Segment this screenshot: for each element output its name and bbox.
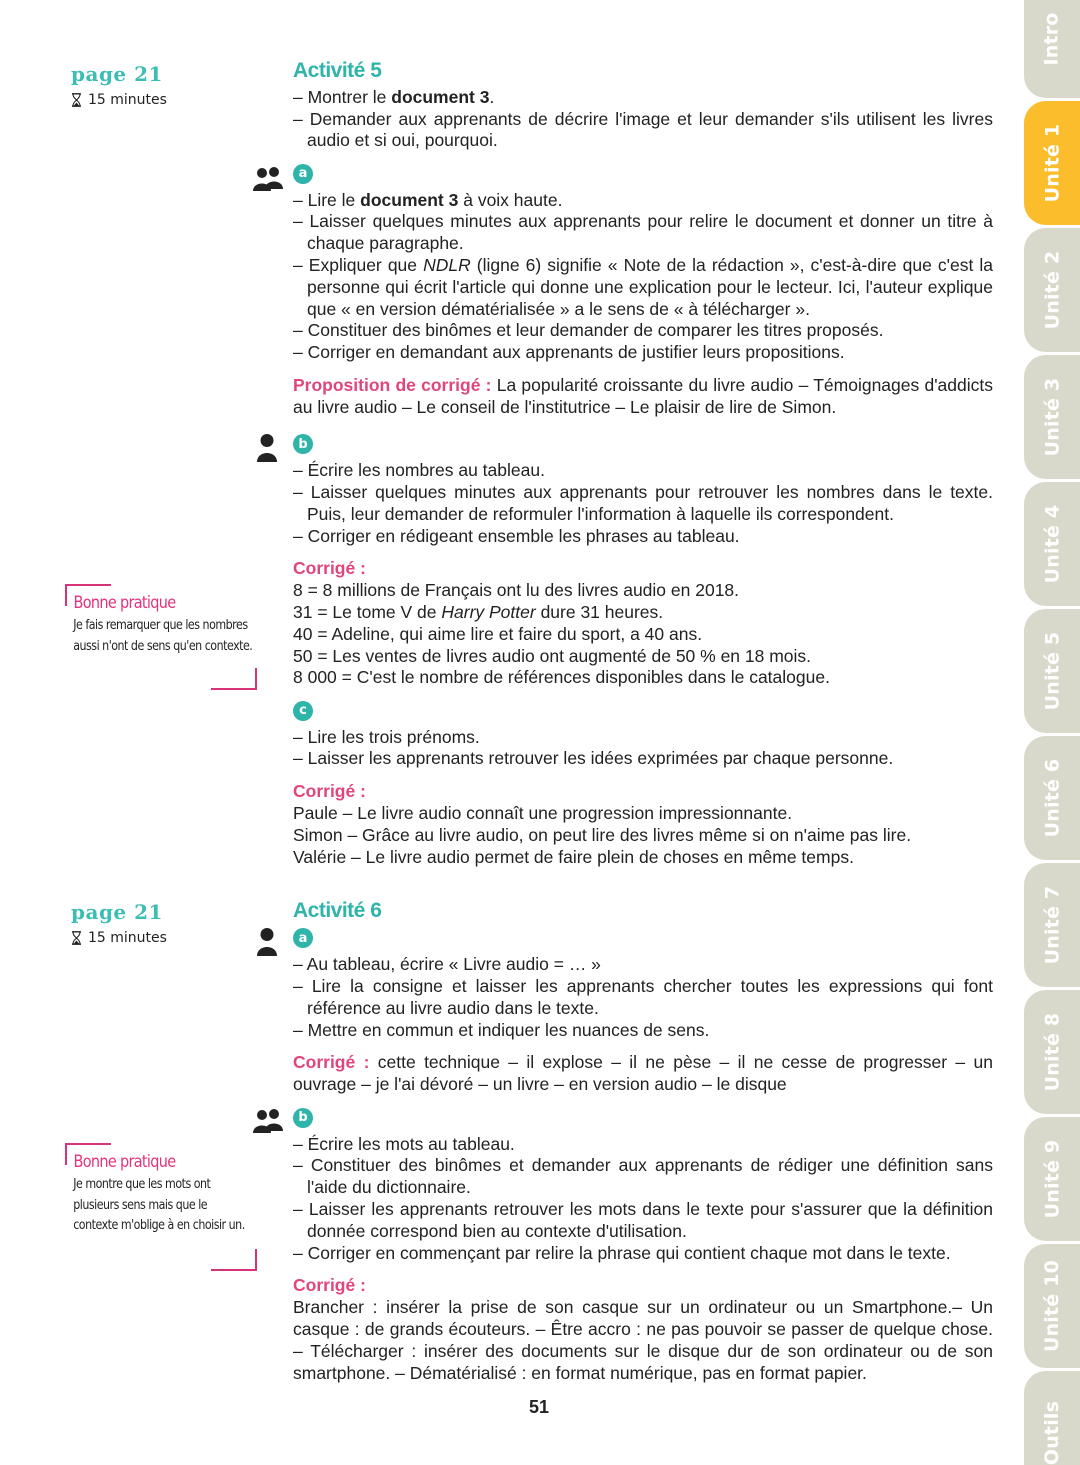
part-a-badge: a	[293, 928, 313, 948]
page-ref-label: page 21	[71, 62, 163, 86]
step: – Laisser quelques minutes aux apprenants pour retrouver les nombres dans le texte. Puis, leur demander de reformuler l'information à laquelle ils correspondent.	[293, 482, 993, 526]
duration	[71, 930, 167, 946]
duration-text: 15 minutes	[88, 930, 167, 946]
answer-list	[293, 803, 993, 868]
unit-tabs-sidebar	[1022, 0, 1080, 1465]
good-practice-note	[65, 1143, 260, 1271]
step: – Laisser quelques minutes aux apprenants pour relire le document et donner un titre à chaque paragraphe.	[293, 211, 993, 255]
step: – Expliquer que NDLR (ligne 6) signifie « Note de la rédaction », c'est-à-dire que c'est la personne qui écrit l'article qui donne une explication pour le lecteur. Ici, l'auteur explique que « en version dématérialisée » a le sens de « à télécharger ».	[293, 255, 993, 320]
answer-line: Simon – Grâce au livre audio, on peut lire des livres même si on n'aime pas lire.	[293, 824, 912, 845]
part-c-steps	[293, 727, 993, 771]
answer-line: 50 = Les ventes de livres audio ont augmenté de 50 % en 18 mois.	[293, 645, 812, 666]
tab-unite-2[interactable]	[1024, 228, 1080, 352]
tab-unite-4[interactable]	[1024, 482, 1080, 606]
tab-unite-8[interactable]	[1024, 990, 1080, 1114]
part-b	[293, 1105, 993, 1384]
tab-unite-5[interactable]	[1024, 609, 1080, 733]
person-icon	[256, 927, 278, 957]
tip-body: Je montre que les mots ont plusieurs sens mais que le contexte m'oblige à en choisir un.	[73, 1176, 245, 1233]
tab-unite-7[interactable]	[1024, 863, 1080, 987]
frame-corner-bottom-right	[211, 668, 257, 690]
answer-label: Corrigé :	[293, 1052, 370, 1073]
answer-text: Brancher : insérer la prise de son casque sur un ordinateur ou un Smartphone.– Un casque : de grands écouteurs. – Être accro : ne pas pouvoir se passer de quelque chose. – Télécharger : insérer des documents sur le disque dur de son ordinateur ou de son smartphone. – Dématérialisé : en format numérique, pas en format papier.	[293, 1297, 993, 1383]
part-a	[293, 161, 993, 418]
part-b-badge: b	[293, 1108, 313, 1128]
hourglass-icon	[71, 931, 82, 945]
page-reference-activite-5	[71, 62, 167, 108]
step: – Corriger en commençant par relire la phrase qui contient chaque mot dans le texte.	[293, 1243, 993, 1265]
tab-label: Unité 2	[1041, 250, 1064, 330]
page-number: 51	[529, 1397, 550, 1417]
tab-unite-3[interactable]	[1024, 355, 1080, 479]
duration	[71, 92, 167, 108]
tab-outils[interactable]	[1024, 1371, 1080, 1465]
answer-line: 8 000 = C'est le nombre de références disponibles dans le catalogue.	[293, 667, 830, 688]
tab-intro[interactable]	[1024, 0, 1080, 98]
part-a	[293, 926, 993, 1096]
step: – Constituer des binômes et demander aux apprenants de rédiger une définition sans l'aide du dictionnaire.	[293, 1155, 993, 1199]
tab-label: Unité 1	[1041, 123, 1064, 203]
step: – Écrire les nombres au tableau.	[293, 460, 993, 482]
step: – Lire la consigne et laisser les apprenants chercher toutes les expressions qui font référence au livre audio dans le texte.	[293, 976, 993, 1020]
group-icon	[252, 1108, 284, 1134]
step: – Lire le document 3 à voix haute.	[293, 190, 993, 212]
part-a-steps	[293, 954, 993, 1041]
answer-line: 31 = Le tome V de Harry Potter dure 31 heures.	[293, 601, 664, 622]
part-a-steps	[293, 190, 993, 364]
tab-label: Unité 3	[1041, 377, 1064, 457]
tab-label: Unité 4	[1041, 504, 1064, 584]
part-b-badge: b	[293, 434, 313, 454]
step: – Corriger en demandant aux apprenants de justifier leurs propositions.	[293, 342, 993, 364]
tab-label: Unité 6	[1041, 758, 1064, 838]
tab-unite-10[interactable]	[1024, 1244, 1080, 1368]
answer-line: 40 = Adeline, qui aime lire et faire du sport, a 40 ans.	[293, 623, 703, 644]
part-a-badge: a	[293, 164, 313, 184]
tab-unite-1[interactable]	[1024, 101, 1080, 225]
step: – Lire les trois prénoms.	[293, 727, 993, 749]
part-c	[293, 698, 993, 868]
person-icon	[256, 433, 278, 463]
tab-unite-9[interactable]	[1024, 1117, 1080, 1241]
tab-label: Unité 8	[1041, 1012, 1064, 1092]
answer-label: Corrigé :	[293, 558, 366, 579]
step: – Corriger en rédigeant ensemble les phrases au tableau.	[293, 526, 993, 548]
tab-unite-6[interactable]	[1024, 736, 1080, 860]
step: – Au tableau, écrire « Livre audio = … »	[293, 954, 993, 976]
page-reference-activite-6	[71, 900, 167, 946]
group-icon	[252, 166, 284, 192]
tab-label: Unité 7	[1041, 885, 1064, 965]
part-b	[293, 432, 993, 689]
answer-text: La popularité croissante du livre audio – Témoignages d'addicts au livre audio – Le conseil de l'institutrice – Le plaisir de lire de Simon.	[293, 375, 994, 417]
part-b-steps	[293, 1134, 993, 1265]
duration-text: 15 minutes	[88, 92, 167, 108]
tip-title: Bonne pratique	[73, 1152, 176, 1172]
answer-label: Proposition de corrigé :	[293, 375, 492, 396]
activity-title: Activité 6	[293, 899, 382, 922]
answer	[293, 1052, 993, 1096]
part-b-steps	[293, 460, 993, 547]
answer-list	[293, 580, 993, 689]
step: – Montrer le document 3.	[293, 87, 993, 109]
answer-line: Paule – Le livre audio connaît une progression impressionnante.	[293, 803, 793, 824]
step: – Laisser les apprenants retrouver les idées exprimées par chaque personne.	[293, 748, 993, 770]
tip-body: Je fais remarquer que les nombres aussi n'ont de sens qu'en contexte.	[73, 617, 253, 654]
good-practice-note	[65, 584, 260, 690]
step: – Constituer des binômes et leur demander de comparer les titres proposés.	[293, 320, 993, 342]
step: – Écrire les mots au tableau.	[293, 1134, 993, 1156]
answer-line: 8 = 8 millions de Français ont lu des livres audio en 2018.	[293, 580, 740, 601]
intro-steps	[293, 87, 993, 152]
answer-label: Corrigé :	[293, 1275, 366, 1296]
step: – Laisser les apprenants retrouver les mots dans le texte pour s'assurer que la définition donnée correspond bien au contexte d'utilisation.	[293, 1199, 993, 1243]
tab-label: Unité 10	[1041, 1259, 1063, 1353]
tab-label: Intro	[1040, 12, 1063, 66]
tab-label: Unité 9	[1041, 1139, 1064, 1219]
part-c-badge: c	[293, 701, 313, 721]
answer-proposal	[293, 375, 993, 419]
step: – Demander aux apprenants de décrire l'image et leur demander s'ils utilisent les livres audio et si oui, pourquoi.	[293, 109, 993, 153]
answer-label: Corrigé :	[293, 781, 366, 802]
tip-title: Bonne pratique	[73, 593, 176, 613]
page-ref-label: page 21	[71, 900, 163, 924]
activite-6	[293, 900, 993, 1384]
activite-5	[293, 60, 993, 868]
answer-text: cette technique – il explose – il ne pèse – il ne cesse de progresser – un ouvrage – je l'ai dévoré – un livre – en version audio – le disque	[293, 1052, 993, 1095]
step: – Mettre en commun et indiquer les nuances de sens.	[293, 1020, 993, 1042]
frame-corner-bottom-right	[211, 1249, 257, 1271]
answer-line: Valérie – Le livre audio permet de faire plein de choses en même temps.	[293, 846, 854, 867]
tab-label: Outils	[1041, 1400, 1064, 1465]
tab-label: Unité 5	[1041, 631, 1064, 711]
activity-title: Activité 5	[293, 59, 382, 82]
hourglass-icon	[71, 93, 82, 107]
